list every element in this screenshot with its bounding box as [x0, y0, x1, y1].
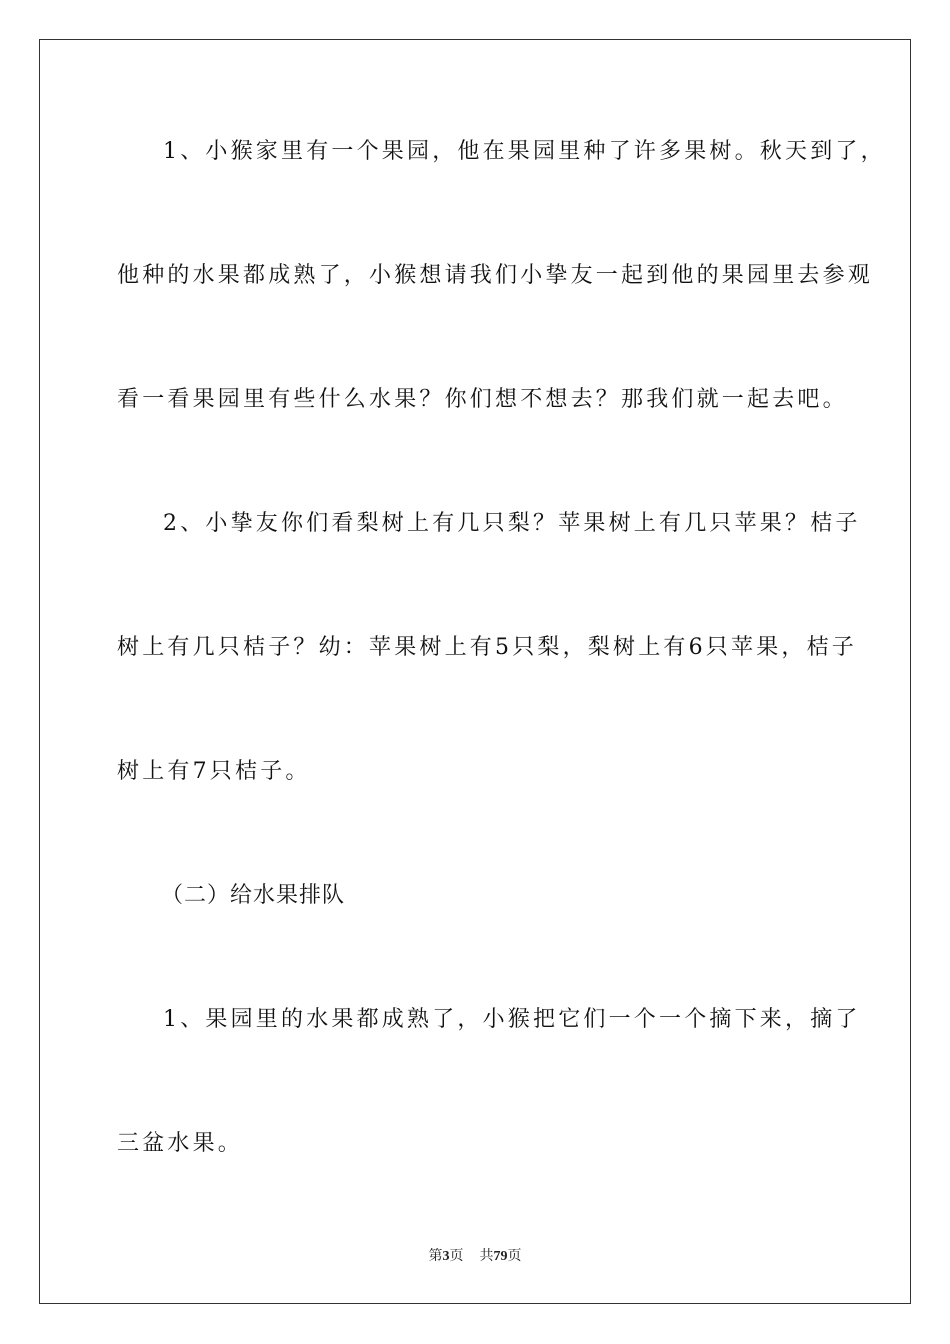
footer-page-prefix: 第: [428, 1248, 443, 1264]
page-border: [39, 39, 911, 1304]
footer-total-suffix: 页: [507, 1248, 522, 1264]
paragraph-line-8: 三盆水果。: [117, 1131, 244, 1156]
section-heading: （二）给水果排队: [161, 883, 346, 908]
footer-total-prefix: 共: [479, 1248, 494, 1264]
paragraph-line-5: 树上有几只桔子？幼：苹果树上有5只梨，梨树上有6只苹果，桔子: [117, 635, 857, 660]
paragraph-line-1: 1、小猴家里有一个果园，他在果园里种了许多果树。秋天到了，: [163, 139, 886, 164]
paragraph-line-2: 他种的水果都成熟了，小猴想请我们小挚友一起到他的果园里去参观: [117, 263, 874, 288]
paragraph-line-3: 看一看果园里有些什么水果？你们想不想去？那我们就一起去吧。: [117, 387, 848, 412]
footer-page-suffix: 页: [449, 1248, 464, 1264]
paragraph-line-7: 1、果园里的水果都成熟了，小猴把它们一个一个摘下来，摘了: [163, 1007, 861, 1032]
paragraph-line-6: 树上有7只桔子。: [117, 759, 311, 784]
footer-page-number: 3: [442, 1249, 450, 1264]
page-footer: [0, 1247, 950, 1266]
paragraph-line-4: 2、小挚友你们看梨树上有几只梨？苹果树上有几只苹果？桔子: [163, 511, 861, 536]
footer-total-number: 79: [493, 1249, 508, 1264]
